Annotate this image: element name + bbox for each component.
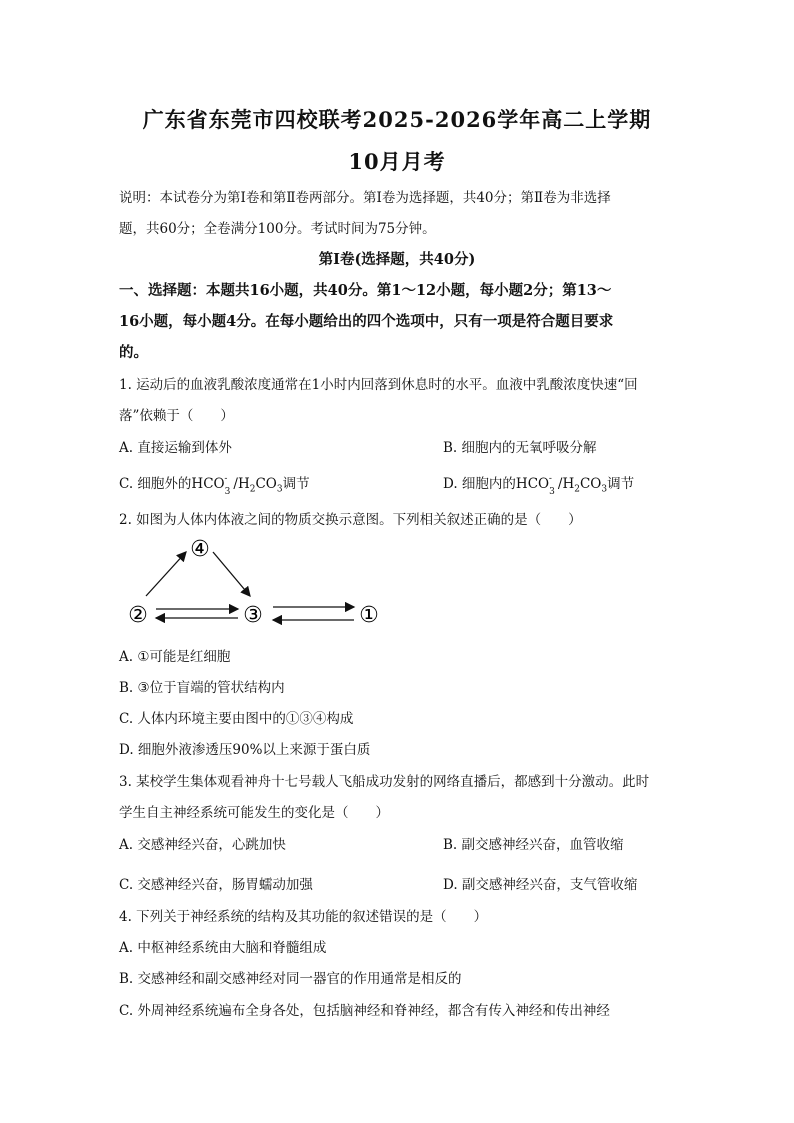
option-d: D. 副交感神经兴奋，支气管收缩 xyxy=(443,877,638,893)
option-d: D. 细胞内的$HCO_3^-$ $/H_2CO_3$调节 xyxy=(443,473,635,497)
option-c-suffix: 调节 xyxy=(282,476,310,492)
option-c: C. 细胞外的$HCO_3^-$ $/H_2CO_3$调节 xyxy=(119,473,310,497)
option-d-text: D. 细胞内的HCO xyxy=(443,476,550,492)
fluid-exchange-diagram xyxy=(118,534,398,634)
part-heading: 一、选择题：本题共16小题，共40分。第1～12小题，每小题2分；第13～ xyxy=(119,282,612,299)
exam-subtitle: 10月月考 xyxy=(348,149,446,174)
question-stem: 3. 某校学生集体观看神舟十七号载人飞船成功发射的网络直播后，都感到十分激动。此时 xyxy=(119,774,650,790)
question-stem: 1. 运动后的血液乳酸浓度通常在1小时内回落到休息时的水平。血液中乳酸浓度快速“回 xyxy=(119,377,638,393)
option-a: A. 中枢神经系统由大脑和脊髓组成 xyxy=(119,940,327,956)
option-b: B. 副交感神经兴奋，血管收缩 xyxy=(443,837,624,853)
question-stem: 落”依赖于（ ） xyxy=(119,408,234,424)
arrow-2-to-4 xyxy=(146,552,186,596)
option-b: B. ③位于盲端的管状结构内 xyxy=(119,680,285,696)
node-2: ② xyxy=(128,603,148,628)
option-d-suffix: 调节 xyxy=(607,476,635,492)
option-d: D. 细胞外液渗透压90%以上来源于蛋白质 xyxy=(119,742,371,758)
option-c: C. 外周神经系统遍布全身各处，包括脑神经和脊神经，都含有传入神经和传出神经 xyxy=(119,1003,610,1019)
arrow-4-to-3 xyxy=(213,552,250,596)
part-heading: 16小题，每小题4分。在每小题给出的四个选项中，只有一项是符合题目要求 xyxy=(119,313,614,330)
bicarbonate-formula: $_3$- xyxy=(224,473,231,497)
question-stem: 学生自主神经系统可能发生的变化是（ ） xyxy=(119,805,389,821)
section-title: 第Ⅰ卷(选择题，共40分) xyxy=(318,251,476,268)
option-c-text: C. 细胞外的HCO xyxy=(119,476,225,492)
question-stem: 2. 如图为人体内体液之间的物质交换示意图。下列相关叙述正确的是（ ） xyxy=(119,512,582,528)
intro-line: 说明：本试卷分为第Ⅰ卷和第Ⅱ卷两部分。第Ⅰ卷为选择题，共40分；第Ⅱ卷为非选择 xyxy=(119,190,611,206)
option-b: B. 交感神经和副交感神经对同一器官的作用通常是相反的 xyxy=(119,971,462,987)
intro-line: 题，共60分；全卷满分100分。考试时间为75分钟。 xyxy=(119,221,436,237)
node-4: ④ xyxy=(190,537,210,562)
option-c: C. 交感神经兴奋，肠胃蠕动加强 xyxy=(119,877,313,893)
exam-title: 广东省东莞市四校联考2025-2026学年高二上学期 xyxy=(142,107,652,132)
node-1: ① xyxy=(359,603,379,628)
question-stem: 4. 下列关于神经系统的结构及其功能的叙述错误的是（ ） xyxy=(119,909,488,925)
option-c: C. 人体内环境主要由图中的①③④构成 xyxy=(119,711,354,727)
option-a: A. 直接运输到体外 xyxy=(119,440,232,456)
option-a: A. ①可能是红细胞 xyxy=(119,649,231,665)
option-b: B. 细胞内的无氧呼吸分解 xyxy=(443,440,597,456)
bicarbonate-formula: $_3$- xyxy=(548,473,555,497)
option-a: A. 交感神经兴奋，心跳加快 xyxy=(119,837,286,853)
node-3: ③ xyxy=(243,603,263,628)
part-heading: 的。 xyxy=(119,344,148,361)
